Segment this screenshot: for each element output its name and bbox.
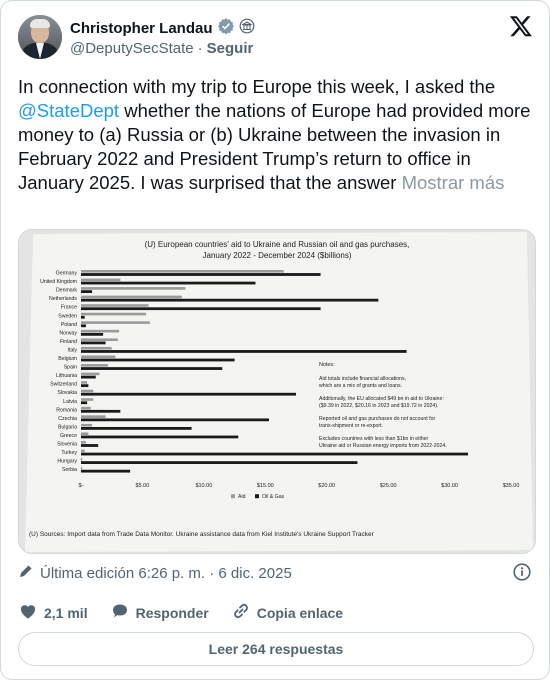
post-text <box>18 75 534 195</box>
category-label: Latvia <box>63 398 77 405</box>
oil-gas-bar <box>81 307 321 310</box>
oil-gas-bar <box>81 273 321 276</box>
category-label: Slovakia <box>57 390 77 397</box>
aid-bar <box>81 338 118 341</box>
post-image[interactable] <box>18 229 536 554</box>
aid-bar <box>81 381 87 384</box>
note-line: Reported oil and gas purchases do not account for <box>319 416 436 422</box>
like-count: 2,1 mil <box>44 604 88 621</box>
oil-gas-bar <box>81 418 269 421</box>
note-line: ($9.39 in 2022, $20.16 in 2023 and $19.72 in 2024). <box>319 403 439 409</box>
category-label: Spain <box>63 364 77 371</box>
aid-bar <box>81 441 86 444</box>
x-tick-label: $30.00 <box>441 483 458 490</box>
category-label: Denmark <box>55 287 77 294</box>
government-affiliation-icon <box>239 18 255 39</box>
category-label: Greece <box>59 432 77 439</box>
category-label: Poland <box>60 321 77 328</box>
read-replies-button[interactable]: Leer 264 respuestas <box>18 632 534 666</box>
category-label: Italy <box>67 347 77 354</box>
aid-bar <box>81 313 146 316</box>
aid-bar <box>81 364 108 367</box>
category-label: United Kingdom <box>40 279 77 286</box>
aid-bar <box>81 321 150 324</box>
aid-bar <box>81 304 149 307</box>
category-label: Slovenia <box>57 441 77 448</box>
category-label: Germany <box>55 270 77 277</box>
x-tick-label: $15.00 <box>256 483 274 490</box>
category-label: Switzerland <box>50 381 77 388</box>
post-text-part-2: whether the nations of Europe had provided more money to (a) Russia or (b) Ukraine between the invasion in February 2022 and President Trump’s return to office in January 2025. I was surprised that the answer <box>18 100 531 193</box>
aid-bar <box>81 467 82 470</box>
oil-gas-bar <box>81 410 120 413</box>
oil-gas-bar <box>81 290 92 293</box>
aid-bar <box>81 296 182 299</box>
oil-gas-bar <box>81 342 106 345</box>
x-tick-label: $10.00 <box>195 483 213 490</box>
oil-gas-bar <box>81 359 235 362</box>
copy-link-button[interactable] <box>231 601 343 624</box>
aid-bar <box>81 373 99 376</box>
oil-gas-bar <box>81 470 130 473</box>
x-tick-label: $20.00 <box>318 483 336 490</box>
category-label: Czechia <box>58 415 77 422</box>
oil-gas-bar <box>81 282 255 285</box>
category-label: Lithuania <box>55 373 77 380</box>
aid-bar <box>81 450 85 453</box>
like-button[interactable] <box>18 601 88 624</box>
note-line: which are a mix of grants and loans. <box>319 383 403 389</box>
x-tick-label: $5.00 <box>135 483 150 490</box>
category-label: Finland <box>59 338 77 345</box>
edit-info[interactable] <box>18 563 292 583</box>
link-icon <box>231 601 251 624</box>
aid-bar <box>81 415 106 418</box>
category-label: Sweden <box>58 313 77 320</box>
aid-bar <box>81 347 112 350</box>
aid-bar <box>81 398 93 401</box>
show-more-link[interactable]: Mostrar más <box>401 172 505 193</box>
author-handle-row <box>70 40 253 57</box>
aid-bar <box>81 458 82 461</box>
reply-label: Responder <box>135 604 209 621</box>
oil-gas-bar <box>81 401 87 404</box>
legend-swatch-oil-gas <box>255 494 259 498</box>
category-label: Serbia <box>62 467 77 474</box>
legend-label-oil-gas: Oil & Gas <box>262 494 285 501</box>
verified-badge-icon <box>217 17 235 40</box>
oil-gas-bar <box>81 316 85 319</box>
x-tick-label: $25.00 <box>379 483 397 490</box>
aid-bar <box>81 279 120 282</box>
oil-gas-bar <box>81 453 468 456</box>
oil-gas-bar <box>81 444 98 447</box>
aid-bar <box>81 424 92 427</box>
oil-gas-bar <box>81 436 238 439</box>
aid-bar <box>81 287 185 290</box>
post-text-part-1: In connection with my trip to Europe this week, I asked the <box>18 76 496 97</box>
note-line: Additionally, the EU allocated $49 bn in aid to Ukraine: <box>319 396 444 402</box>
oil-gas-bar <box>81 393 296 396</box>
info-icon[interactable] <box>512 562 532 582</box>
note-line: Excludes countries with less than $1bn in either <box>319 436 429 442</box>
chart-title: (U) European countries' aid to Ukraine and Russian oil and gas purchases, <box>144 240 410 249</box>
category-label: Bulgaria <box>57 424 77 431</box>
oil-gas-bar <box>81 350 407 353</box>
chart-source: (U) Sources: Import data from Trade Data Monitor. Ukraine assistance data from Kiel Institute's Ukraine Support Tracker <box>29 531 374 538</box>
category-label: Hungary <box>57 458 77 465</box>
reply-button[interactable] <box>110 601 209 624</box>
mention-link[interactable]: @StateDept <box>18 100 120 121</box>
category-label: Romania <box>56 407 77 414</box>
x-tick-label: $35.00 <box>502 483 520 490</box>
heart-icon <box>18 601 38 624</box>
aid-bar <box>81 356 115 359</box>
aid-bar <box>81 432 88 435</box>
x-logo-icon[interactable] <box>509 14 533 38</box>
category-label: Belgium <box>58 356 77 362</box>
speech-bubble-icon <box>110 601 130 624</box>
author-name[interactable]: Christopher Landau <box>70 20 213 37</box>
oil-gas-bar <box>81 384 88 387</box>
oil-gas-bar <box>81 367 222 370</box>
separator-dot: · <box>197 40 203 57</box>
aid-bar <box>81 390 93 393</box>
aid-bar <box>81 270 284 273</box>
legend-swatch-aid <box>231 494 235 498</box>
oil-gas-bar <box>81 376 96 379</box>
edited-timestamp: Última edición 6:26 p. m. · 6 dic. 2025 <box>40 564 292 582</box>
chart-svg <box>19 230 535 553</box>
aid-bar <box>81 407 91 410</box>
oil-gas-bar <box>81 461 357 464</box>
oil-gas-bar <box>81 427 192 430</box>
author-name-row <box>70 17 255 40</box>
legend-label-aid: Aid <box>238 494 246 501</box>
category-label: Norway <box>59 330 77 337</box>
avatar[interactable] <box>18 15 62 59</box>
copy-link-label: Copia enlace <box>256 604 344 621</box>
oil-gas-bar <box>81 299 378 302</box>
oil-gas-bar <box>81 333 103 336</box>
pencil-icon <box>18 563 34 583</box>
note-line: Ukraine aid or Russian energy imports from 2022-2024. <box>319 443 447 449</box>
chart-subtitle: January 2022 - December 2024 ($billions) <box>202 251 352 260</box>
action-bar <box>18 601 365 624</box>
oil-gas-bar <box>81 324 86 327</box>
aid-bar <box>81 330 119 333</box>
category-label: Netherlands <box>49 296 77 303</box>
note-line: trans-shipment or re-export. <box>319 423 384 429</box>
author-handle[interactable]: @DeputySecState <box>70 40 194 57</box>
note-line: Aid totals include financial allocations, <box>319 376 407 382</box>
x-tick-label: $- <box>78 483 84 490</box>
notes-title: Notes: <box>319 362 335 368</box>
category-label: France <box>60 304 77 311</box>
category-label: Turkey <box>61 450 77 457</box>
follow-button[interactable]: Seguir <box>206 40 254 57</box>
